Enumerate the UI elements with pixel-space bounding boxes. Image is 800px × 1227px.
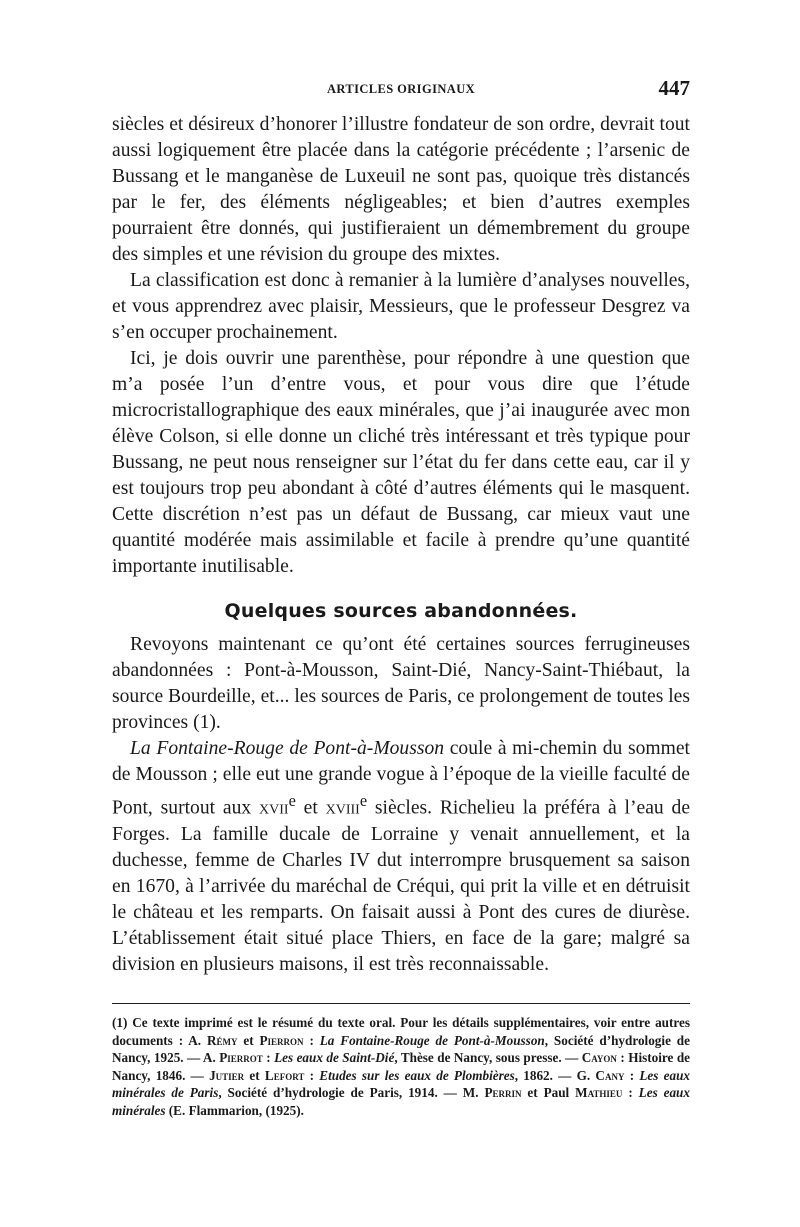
footnote-work-title: La Fontaine-Rouge de Pont-à-Mousson <box>319 1032 545 1048</box>
footnote-author: Pierrot <box>219 1050 263 1066</box>
fontaine-rouge-title: La Fontaine-Rouge de Pont-à-Mousson <box>130 738 445 759</box>
running-title: ARTICLES ORIGINAUX <box>326 82 476 96</box>
century-17-suffix: e <box>288 791 296 810</box>
body-text <box>112 112 690 978</box>
footnote-author: Cayon <box>581 1050 617 1066</box>
footnote-text: : <box>622 1085 639 1101</box>
paragraph-continuation: siècles et désireux d’honorer l’illustre fondateur de son ordre, devrait tout aussi logiquement être placée dans la catégorie précédente ; l’arsenic de Bussang et le manganèse de Luxeuil ne sont pas, quoique très distancés par le fer, des éléments négligeables; et bien d’autres exemples pourraient être donnés, qui justifieraient un démembrement du groupe des simples et une révision du groupe des mixtes. <box>112 114 690 265</box>
fontaine-rouge-text: coule à mi-chemin du sommet de Mousson ; elle eut une grande vogue à l’époque de la vieille faculté de Pont, surtout aux <box>112 738 690 819</box>
footnote-work-title: Les eaux minérales de Paris <box>112 1067 691 1101</box>
century-17: xvii <box>259 797 289 819</box>
footnote-rule <box>112 1003 690 1004</box>
footnote-text: : <box>624 1067 640 1083</box>
footnote-work-title: Les eaux de Saint-Dié <box>274 1050 395 1066</box>
paragraph-fontaine-rouge <box>112 736 690 978</box>
footnote-text: (E. Flammarion, (1925). <box>165 1102 304 1118</box>
footnote-work-title: Etudes sur les eaux de Plombières <box>319 1067 515 1083</box>
footnote-text: Ce texte imprimé est le résumé du texte oral. Pour les détails supplémentaires, voir entre autres documents : A. <box>112 1015 690 1048</box>
fontaine-rouge-and: et <box>295 797 326 819</box>
page-number: 447 <box>658 76 690 100</box>
footnote-author: Rémy <box>206 1032 238 1048</box>
footnote-author: Lefort <box>264 1067 305 1083</box>
section-heading: Quelques sources abandonnées. <box>224 600 578 622</box>
footnote-text: et Paul <box>521 1085 576 1101</box>
footnote-text: , Société d’hydrologie de Nancy, 1925. — A. <box>112 1032 690 1066</box>
footnote-text: : Histoire de Nancy, 1846. — <box>112 1050 691 1083</box>
footnote-text: , 1862. — G. <box>514 1067 596 1083</box>
paragraph-abandoned-sources: Revoyons maintenant ce qu’ont été certaines sources ferrugineuses abandonnées : Pont-à-Mousson, Saint-Dié, Nancy-Saint-Thiébaut, la source Bourdeille, et... les sources de Paris, ce prolongement de toutes les provinces (1). <box>112 634 690 733</box>
footnote-text: , Thèse de Nancy, sous presse. — <box>394 1050 582 1066</box>
footnote-mark: (1) <box>112 1015 128 1030</box>
footnote-text: et <box>244 1067 265 1083</box>
running-head <box>112 76 690 100</box>
paragraph-parenthesis: Ici, je dois ouvrir une parenthèse, pour répondre à une question que m’a posée l’un d’entre vous, et pour vous dire que l’étude microcristallographique des eaux minérales, que j’ai inaugurée avec mon élève Colson, si elle donne un cliché très intéressant et très typique pour Bussang, ne peut nous renseigner sur l’état du fer dans cette eau, car il y est toujours trop peu abondant à côté d’autres éléments qui le masquent. Cette discrétion n’est pas un défaut de Bussang, car mieux vaut une quantité modérée mais assimilable et facile à prendre qu’une quantité importante inutilisable. <box>112 348 690 577</box>
footnote-text: : <box>262 1050 275 1066</box>
century-18: xviii <box>325 797 360 819</box>
footnote <box>112 1014 690 1120</box>
footnote-author: Pierron <box>259 1032 304 1048</box>
footnote-author: Mathieu <box>575 1085 623 1101</box>
fontaine-rouge-history: siècles. Richelieu la préféra à l’eau de Forges. La famille ducale de Lorraine y venait annuellement, et la duchesse, femme de Charles IV dut interrompre brusquement sa saison en 1670, à l’arrivée du maréchal de Créqui, qui prit la ville et en détruisit le château et les remparts. On faisait aussi à Pont des cures de diurèse. L’établissement était situé place Thiers, en face de la gare; malgré sa division en plusieurs maisons, il est très reconnaissable. <box>112 797 691 975</box>
paragraph-classification: La classification est donc à remanier à la lumière d’analyses nouvelles, et vous apprendrez avec plaisir, Messieurs, que le professeur Desgrez va s’en occuper prochainement. <box>112 270 690 343</box>
footnote-text: : <box>303 1032 320 1048</box>
century-18-suffix: e <box>359 791 368 810</box>
footnote-author: Cany <box>595 1067 625 1083</box>
footnote-author: Jutier <box>209 1067 245 1083</box>
footnote-text: : <box>304 1067 320 1083</box>
footnote-text: et <box>237 1032 260 1048</box>
footnote-text: , Société d’hydrologie de Paris, 1914. — M. <box>218 1085 485 1101</box>
footnote-work-title: Les eaux minérales <box>112 1085 690 1118</box>
footnote-author: Perrin <box>484 1085 522 1101</box>
